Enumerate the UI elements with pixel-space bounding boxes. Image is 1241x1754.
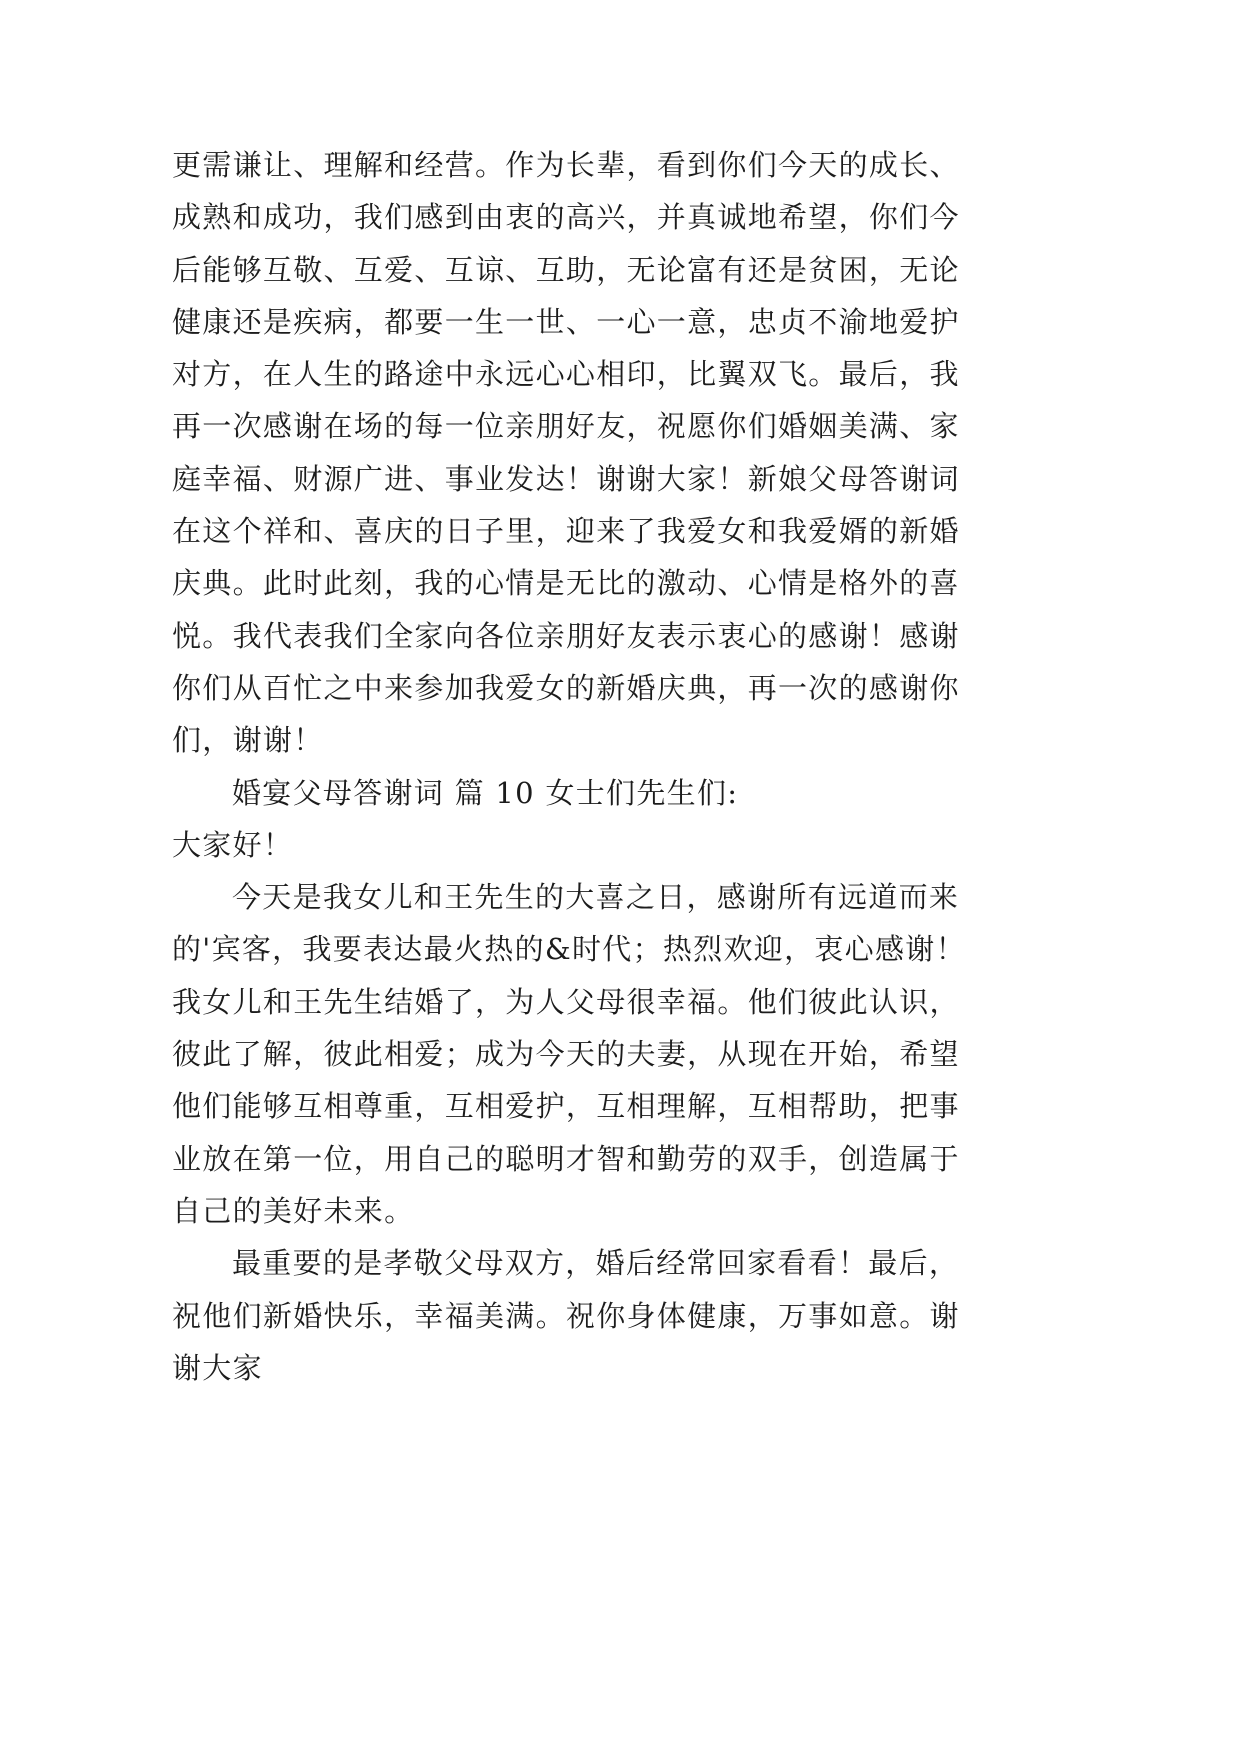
text-line: 我女儿和王先生结婚了，为人父母很幸福。他们彼此认识， <box>172 984 960 1019</box>
text-line: 健康还是疾病，都要一生一世、一心一意，忠贞不渝地爱护 <box>172 304 960 339</box>
text-line: 今天是我女儿和王先生的大喜之日，感谢所有远道而来 <box>232 880 960 915</box>
text-line: 悦。我代表我们全家向各位亲朋好友表示衷心的感谢！感谢 <box>172 618 960 653</box>
text-line: 彼此了解，彼此相爱；成为今天的夫妻，从现在开始，希望 <box>172 1037 960 1072</box>
text-line: 庆典。此时此刻，我的心情是无比的激动、心情是格外的喜 <box>172 566 960 601</box>
text-line: 祝他们新婚快乐，幸福美满。祝你身体健康，万事如意。谢 <box>172 1298 960 1333</box>
text-line: 自己的美好未来。 <box>172 1193 415 1228</box>
text-line: 再一次感谢在场的每一位亲朋好友，祝愿你们婚姻美满、家 <box>172 409 960 444</box>
text-line: 庭幸福、财源广进、事业发达！谢谢大家！新娘父母答谢词 <box>172 461 960 496</box>
text-line: 们，谢谢！ <box>172 723 324 758</box>
text-line: 你们从百忙之中来参加我爱女的新婚庆典，再一次的感谢你 <box>172 670 960 705</box>
text-line: 成熟和成功，我们感到由衷的高兴，并真诚地希望，你们今 <box>172 200 960 235</box>
section-heading-line: 婚宴父母答谢词 篇 10 女士们先生们: <box>232 775 739 810</box>
text-line: 在这个祥和、喜庆的日子里，迎来了我爱女和我爱婿的新婚 <box>172 514 960 549</box>
greeting <box>172 819 1072 871</box>
text-line: 的'宾客，我要表达最火热的&时代；热烈欢迎，衷心感谢！ <box>172 932 966 967</box>
text-line: 最重要的是孝敬父母双方，婚后经常回家看看！最后， <box>232 1246 960 1281</box>
section-heading <box>172 767 1072 819</box>
text-line: 更需谦让、理解和经营。作为长辈，看到你们今天的成长、 <box>172 148 960 182</box>
closing-paragraph <box>172 1237 1072 1394</box>
text-line: 他们能够互相尊重，互相爱护，互相理解，互相帮助，把事 <box>172 1089 960 1124</box>
text-line: 后能够互敬、互爱、互谅、互助，无论富有还是贫困，无论 <box>172 252 960 287</box>
text-line: 业放在第一位，用自己的聪明才智和勤劳的双手，创造属于 <box>172 1141 960 1176</box>
greeting-line: 大家好！ <box>172 827 294 862</box>
text-line: 谢大家 <box>172 1350 263 1385</box>
continued-paragraph <box>172 139 1072 767</box>
body-paragraph <box>172 871 1072 1237</box>
document-body <box>172 139 1072 1394</box>
text-line: 对方，在人生的路途中永远心心相印，比翼双飞。最后，我 <box>172 357 960 392</box>
